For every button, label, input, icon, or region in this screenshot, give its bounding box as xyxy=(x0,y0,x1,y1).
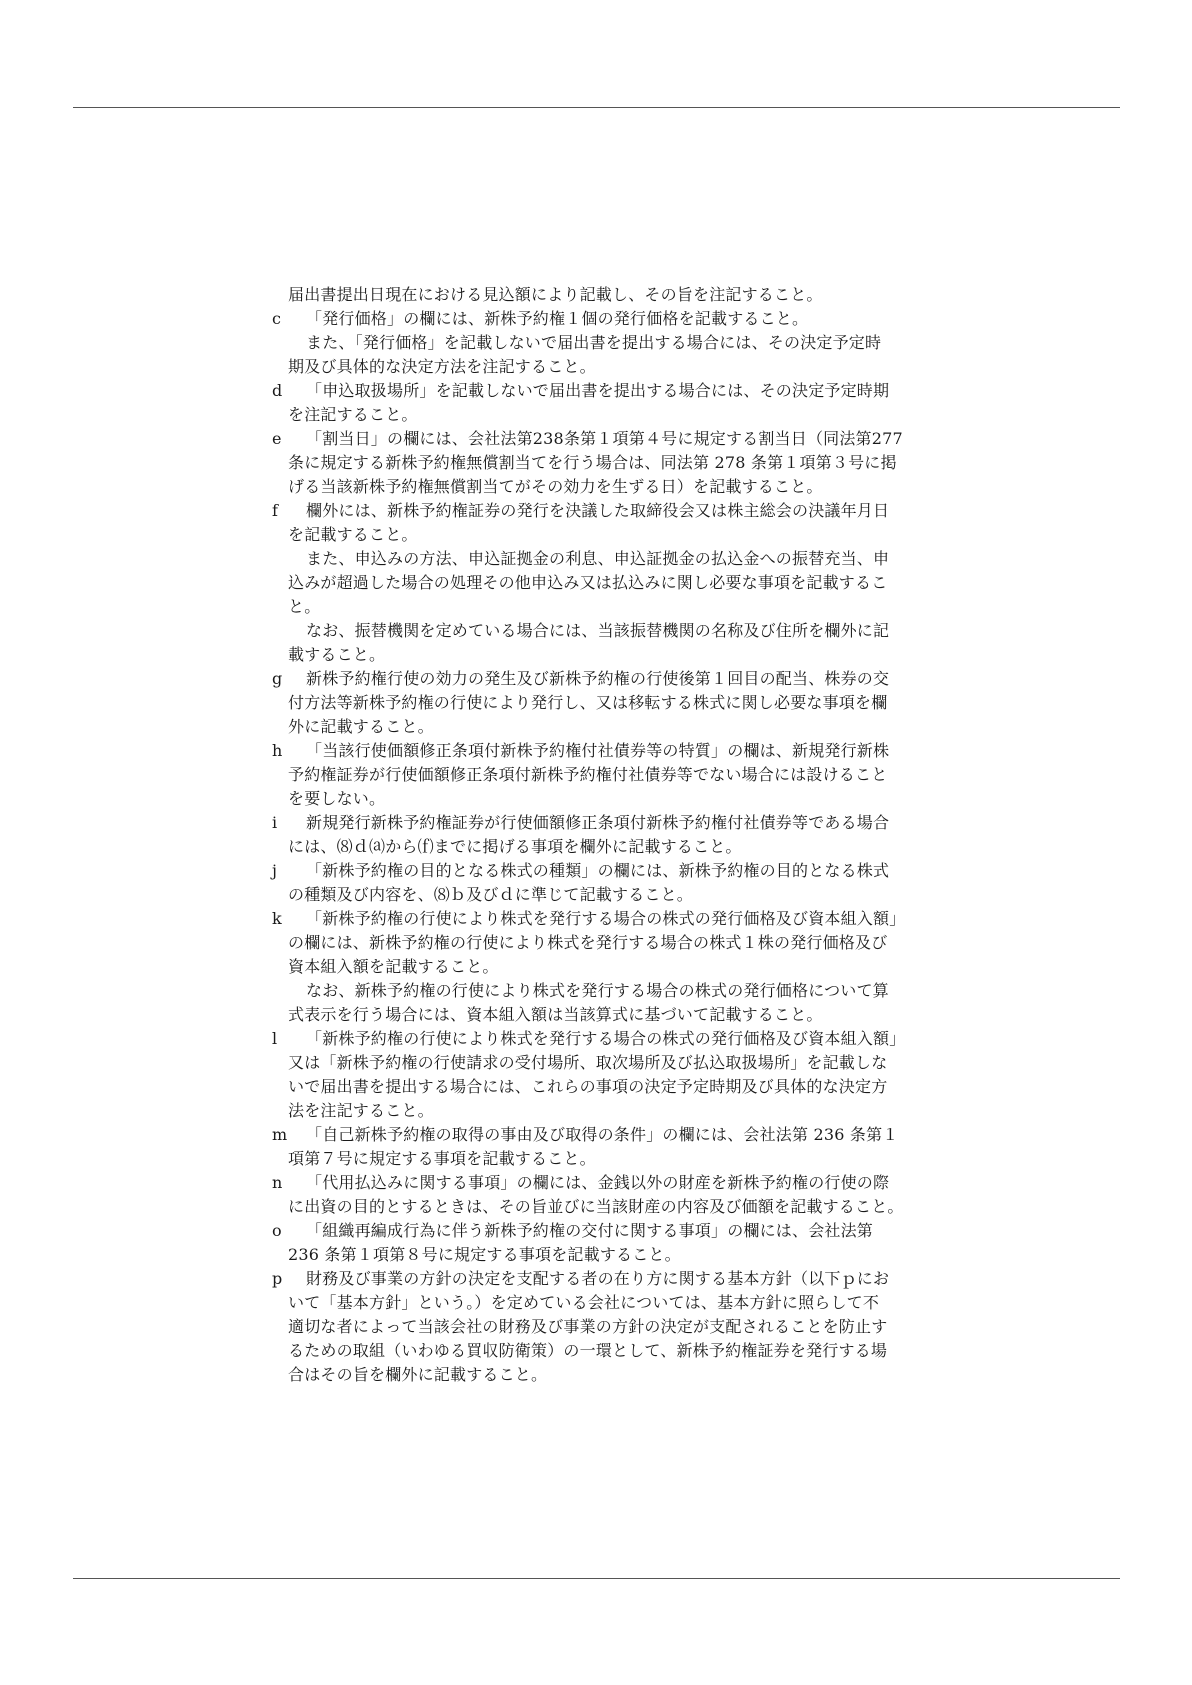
text-line: の欄には、新株予約権の行使により株式を発行する場合の株式１株の発行価格及び xyxy=(288,933,888,952)
item-marker: c xyxy=(272,309,281,328)
text-line: げる当該新株予約権無償割当てがその効力を生ずる日）を記載すること。 xyxy=(288,477,823,496)
text-line: 適切な者によって当該会社の財務及び事業の方針の決定が支配されることを防止す xyxy=(288,1317,888,1336)
text-line: 届出書提出日現在における見込額により記載し、その旨を注記すること。 xyxy=(288,285,823,304)
text-line: 「代用払込みに関する事項」の欄には、金銭以外の財産を新株予約権の行使の際 xyxy=(306,1173,890,1192)
item-marker: g xyxy=(272,669,283,688)
text-line: 項第７号に規定する事項を記載すること。 xyxy=(288,1149,596,1168)
text-line: 「申込取扱場所」を記載しないで届出書を提出する場合には、その決定予定時期 xyxy=(306,381,890,400)
text-line: 「自己新株予約権の取得の事由及び取得の条件」の欄には、会社法第 236 条第１ xyxy=(306,1125,899,1144)
text-line: 財務及び事業の方針の決定を支配する者の在り方に関する基本方針（以下ｐにお xyxy=(306,1269,890,1288)
text-line: 「割当日」の欄には、会社法第238条第１項第４号に規定する割当日（同法第277 xyxy=(306,429,903,448)
item-marker: i xyxy=(272,813,278,832)
text-line: を要しない。 xyxy=(288,789,386,808)
text-line: いで届出書を提出する場合には、これらの事項の決定予定時期及び具体的な決定方 xyxy=(288,1077,888,1096)
text-line: 予約権証券が行使価額修正条項付新株予約権付社債券等でない場合には設けること xyxy=(288,765,888,784)
text-line: なお、新株予約権の行使により株式を発行する場合の株式の発行価格について算 xyxy=(306,981,889,1000)
text-line: なお、振替機関を定めている場合には、当該振替機関の名称及び住所を欄外に記 xyxy=(306,621,890,640)
text-line: 式表示を行う場合には、資本組入額は当該算式に基づいて記載すること。 xyxy=(288,1005,823,1024)
text-line: に出資の目的とするときは、その旨並びに当該財産の内容及び価額を記載すること。 xyxy=(288,1197,904,1216)
text-line: 「組織再編成行為に伴う新株予約権の交付に関する事項」の欄には、会社法第 xyxy=(306,1221,874,1240)
item-marker: j xyxy=(272,861,277,880)
text-line: 「新株予約権の行使により株式を発行する場合の株式の発行価格及び資本組入額」 xyxy=(306,909,906,928)
item-marker: p xyxy=(272,1269,283,1288)
text-line: 資本組入額を記載すること。 xyxy=(288,957,499,976)
header-rule xyxy=(73,107,1120,108)
text-line: には、⑻ｄ⒜から⒡までに掲げる事項を欄外に記載すること。 xyxy=(288,837,742,856)
text-line: 期及び具体的な決定方法を注記すること。 xyxy=(288,357,596,376)
text-line: 合はその旨を欄外に記載すること。 xyxy=(288,1365,548,1384)
text-line: 236 条第１項第８号に規定する事項を記載すること。 xyxy=(288,1245,681,1264)
text-line: 「発行価格」の欄には、新株予約権１個の発行価格を記載すること。 xyxy=(306,309,809,328)
text-line: を記載すること。 xyxy=(288,525,418,544)
text-line: 込みが超過した場合の処理その他申込み又は払込みに関し必要な事項を記載するこ xyxy=(288,573,888,592)
text-line: また、申込みの方法、申込証拠金の利息、申込証拠金の払込金への振替充当、申 xyxy=(306,549,890,568)
item-marker: l xyxy=(272,1029,278,1048)
item-marker: k xyxy=(272,909,282,928)
text-line: と。 xyxy=(288,597,321,616)
item-marker: h xyxy=(272,741,283,760)
item-marker: n xyxy=(272,1173,283,1192)
text-line: 法を注記すること。 xyxy=(288,1101,434,1120)
text-line: 「新株予約権の行使により株式を発行する場合の株式の発行価格及び資本組入額」 xyxy=(306,1029,906,1048)
text-line: 新株予約権行使の効力の発生及び新株予約権の行使後第１回目の配当、株券の交 xyxy=(306,669,890,688)
item-marker: m xyxy=(272,1125,288,1144)
text-line: の種類及び内容を、⑻ｂ及びｄに準じて記載すること。 xyxy=(288,885,694,904)
text-line: また、「発行価格」を記載しないで届出書を提出する場合には、その決定予定時 xyxy=(306,333,882,352)
text-line: 「新株予約権の目的となる株式の種類」の欄には、新株予約権の目的となる株式 xyxy=(306,861,890,880)
text-line: 載すること。 xyxy=(288,645,386,664)
item-marker: f xyxy=(272,501,278,520)
text-line: 付方法等新株予約権の行使により発行し、又は移転する株式に関し必要な事項を欄 xyxy=(288,693,888,712)
text-line: 外に記載すること。 xyxy=(288,717,434,736)
text-line: るための取組（いわゆる買収防衛策）の一環として、新株予約権証券を発行する場 xyxy=(288,1341,888,1360)
text-line: いて「基本方針」という。）を定めている会社については、基本方針に照らして不 xyxy=(288,1293,880,1312)
item-marker: e xyxy=(272,429,282,448)
text-line: 新規発行新株予約権証券が行使価額修正条項付新株予約権付社債券等である場合 xyxy=(306,813,890,832)
text-line: を注記すること。 xyxy=(288,405,418,424)
text-line: 「当該行使価額修正条項付新株予約権付社債券等の特質」の欄は、新規発行新株 xyxy=(306,741,890,760)
text-line: 条に規定する新株予約権無償割当てを行う場合は、同法第 278 条第１項第３号に掲 xyxy=(288,453,897,472)
item-marker: d xyxy=(272,381,283,400)
item-marker: o xyxy=(272,1221,282,1240)
text-line: 又は「新株予約権の行使請求の受付場所、取次場所及び払込取扱場所」を記載しな xyxy=(288,1053,888,1072)
footer-rule xyxy=(73,1578,1120,1579)
text-line: 欄外には、新株予約権証券の発行を決議した取締役会又は株主総会の決議年月日 xyxy=(306,501,890,520)
